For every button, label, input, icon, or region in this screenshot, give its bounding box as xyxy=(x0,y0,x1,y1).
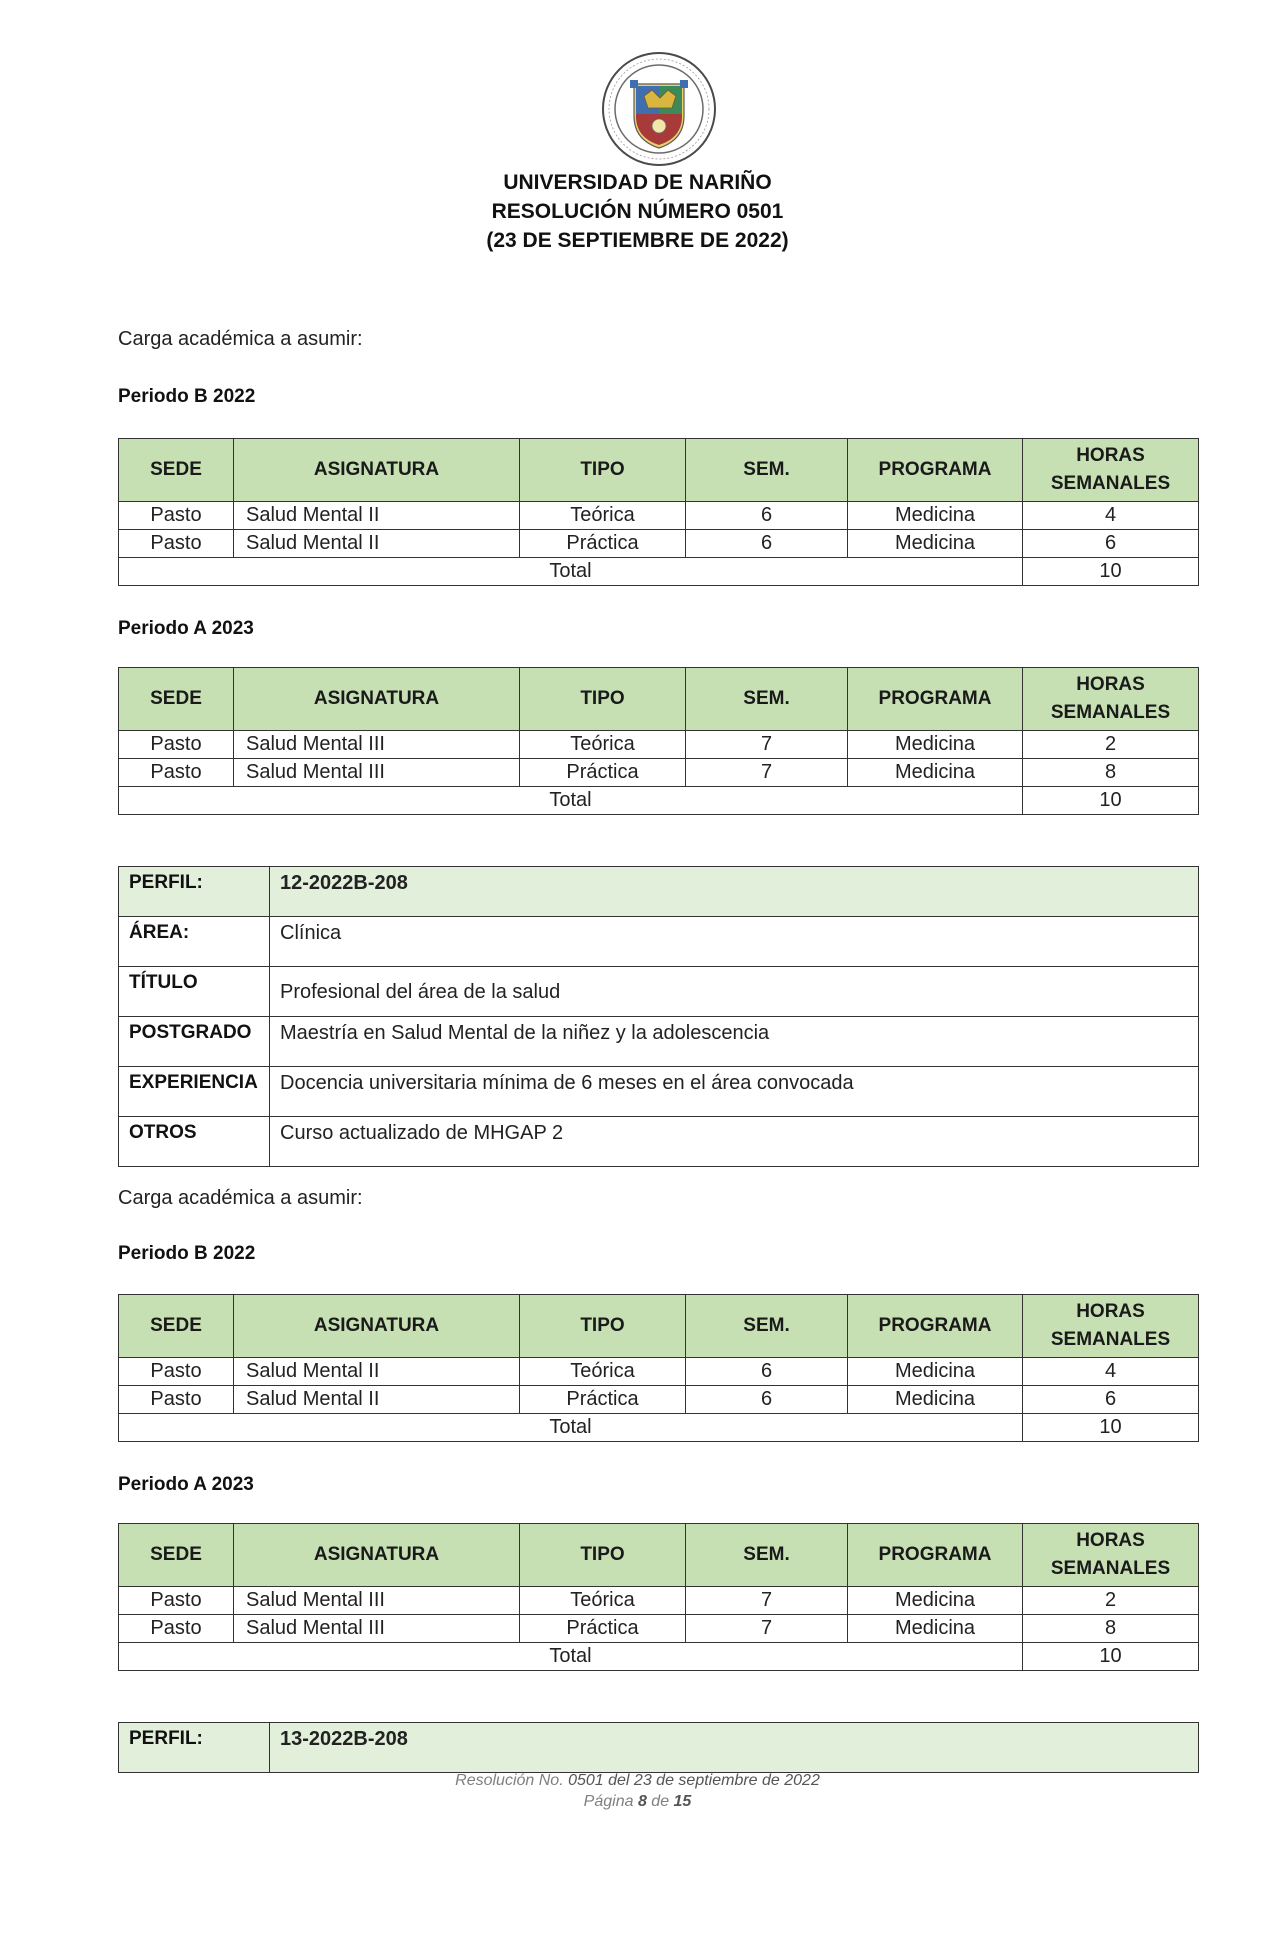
cell-horas: 8 xyxy=(1023,759,1199,787)
cell-horas: 6 xyxy=(1023,530,1199,558)
col-programa: PROGRAMA xyxy=(848,1524,1023,1587)
cell-programa: Medicina xyxy=(848,731,1023,759)
university-name: UNIVERSIDAD DE NARIÑO xyxy=(503,171,772,194)
total-value: 10 xyxy=(1023,1414,1199,1442)
page-footer xyxy=(0,1770,1275,1812)
carga-table-2 xyxy=(118,667,1199,815)
titulo-row xyxy=(119,967,1199,1017)
total-value: 10 xyxy=(1023,787,1199,815)
titulo-value: Profesional del área de la salud xyxy=(270,967,1199,1017)
table-header-row xyxy=(119,439,1199,502)
total-value: 10 xyxy=(1023,558,1199,586)
col-horas-semanales: HORAS SEMANALES xyxy=(1023,1295,1199,1358)
cell-tipo: Práctica xyxy=(520,1386,686,1414)
cell-horas: 8 xyxy=(1023,1615,1199,1643)
perfil-table-2 xyxy=(118,1722,1199,1773)
cell-sede: Pasto xyxy=(119,1358,234,1386)
experiencia-row xyxy=(119,1067,1199,1117)
cell-sede: Pasto xyxy=(119,759,234,787)
table-row xyxy=(119,1615,1199,1643)
area-row xyxy=(119,917,1199,967)
perfil-table-1 xyxy=(118,866,1199,1167)
cell-sede: Pasto xyxy=(119,1615,234,1643)
cell-sede: Pasto xyxy=(119,502,234,530)
document-header xyxy=(0,168,1275,255)
experiencia-value: Docencia universitaria mínima de 6 meses en el área convocada xyxy=(270,1067,1199,1117)
table-header-row xyxy=(119,668,1199,731)
cell-asignatura: Salud Mental II xyxy=(234,1386,520,1414)
perfil-label: PERFIL: xyxy=(119,867,270,917)
cell-programa: Medicina xyxy=(848,1615,1023,1643)
cell-sem: 6 xyxy=(686,1358,848,1386)
cell-asignatura: Salud Mental III xyxy=(234,731,520,759)
col-sem: SEM. xyxy=(686,1524,848,1587)
cell-sem: 6 xyxy=(686,530,848,558)
col-sem: SEM. xyxy=(686,668,848,731)
period-label-2: Periodo A 2023 xyxy=(118,618,254,639)
perfil-label: PERFIL: xyxy=(119,1723,270,1773)
cell-sede: Pasto xyxy=(119,731,234,759)
cell-tipo: Práctica xyxy=(520,530,686,558)
postgrado-label: POSTGRADO xyxy=(119,1017,270,1067)
cell-horas: 2 xyxy=(1023,731,1199,759)
cell-tipo: Teórica xyxy=(520,502,686,530)
total-label: Total xyxy=(119,1643,1023,1671)
col-tipo: TIPO xyxy=(520,1295,686,1358)
table-row xyxy=(119,1587,1199,1615)
experiencia-label: EXPERIENCIA xyxy=(119,1067,270,1117)
total-label: Total xyxy=(119,787,1023,815)
cell-programa: Medicina xyxy=(848,1358,1023,1386)
area-value: Clínica xyxy=(270,917,1199,967)
period-label-1: Periodo B 2022 xyxy=(118,386,256,407)
area-label: ÁREA: xyxy=(119,917,270,967)
col-tipo: TIPO xyxy=(520,439,686,502)
col-sede: SEDE xyxy=(119,439,234,502)
table-row xyxy=(119,759,1199,787)
total-row xyxy=(119,558,1199,586)
perfil-code: 12-2022B-208 xyxy=(270,867,1199,917)
footer-page-number: Página 8 de 15 xyxy=(583,1793,692,1810)
otros-row xyxy=(119,1117,1199,1167)
carga-intro-1: Carga académica a asumir: xyxy=(118,328,363,350)
table-row xyxy=(119,731,1199,759)
cell-sede: Pasto xyxy=(119,1386,234,1414)
postgrado-value: Maestría en Salud Mental de la niñez y la adolescencia xyxy=(270,1017,1199,1067)
otros-label: OTROS xyxy=(119,1117,270,1167)
total-label: Total xyxy=(119,558,1023,586)
col-asignatura: ASIGNATURA xyxy=(234,1295,520,1358)
perfil-row xyxy=(119,867,1199,917)
cell-asignatura: Salud Mental II xyxy=(234,502,520,530)
cell-tipo: Teórica xyxy=(520,1358,686,1386)
resolution-number: RESOLUCIÓN NÚMERO 0501 xyxy=(491,200,784,223)
resolution-date: (23 DE SEPTIEMBRE DE 2022) xyxy=(486,229,789,252)
cell-asignatura: Salud Mental II xyxy=(234,1358,520,1386)
titulo-label: TÍTULO xyxy=(119,967,270,1017)
total-label: Total xyxy=(119,1414,1023,1442)
col-horas-semanales: HORAS SEMANALES xyxy=(1023,439,1199,502)
cell-asignatura: Salud Mental III xyxy=(234,1615,520,1643)
col-tipo: TIPO xyxy=(520,1524,686,1587)
cell-sem: 7 xyxy=(686,731,848,759)
table-row xyxy=(119,502,1199,530)
col-sede: SEDE xyxy=(119,1524,234,1587)
cell-sede: Pasto xyxy=(119,530,234,558)
cell-sem: 6 xyxy=(686,502,848,530)
otros-value: Curso actualizado de MHGAP 2 xyxy=(270,1117,1199,1167)
university-seal-logo xyxy=(600,50,718,168)
cell-sem: 6 xyxy=(686,1386,848,1414)
carga-table-1 xyxy=(118,438,1199,586)
col-asignatura: ASIGNATURA xyxy=(234,439,520,502)
col-programa: PROGRAMA xyxy=(848,1295,1023,1358)
postgrado-row xyxy=(119,1017,1199,1067)
col-sede: SEDE xyxy=(119,668,234,731)
col-asignatura: ASIGNATURA xyxy=(234,1524,520,1587)
col-tipo: TIPO xyxy=(520,668,686,731)
carga-intro-2: Carga académica a asumir: xyxy=(118,1187,363,1209)
total-row xyxy=(119,1414,1199,1442)
total-row xyxy=(119,1643,1199,1671)
col-programa: PROGRAMA xyxy=(848,439,1023,502)
col-sede: SEDE xyxy=(119,1295,234,1358)
period-label-3: Periodo B 2022 xyxy=(118,1243,256,1264)
total-row xyxy=(119,787,1199,815)
cell-tipo: Teórica xyxy=(520,731,686,759)
perfil-row xyxy=(119,1723,1199,1773)
period-label-4: Periodo A 2023 xyxy=(118,1474,254,1495)
cell-tipo: Práctica xyxy=(520,1615,686,1643)
carga-table-3 xyxy=(118,1294,1199,1442)
cell-programa: Medicina xyxy=(848,530,1023,558)
col-programa: PROGRAMA xyxy=(848,668,1023,731)
cell-programa: Medicina xyxy=(848,759,1023,787)
cell-programa: Medicina xyxy=(848,1386,1023,1414)
col-horas-semanales: HORAS SEMANALES xyxy=(1023,668,1199,731)
col-horas-semanales: HORAS SEMANALES xyxy=(1023,1524,1199,1587)
table-header-row xyxy=(119,1295,1199,1358)
cell-horas: 6 xyxy=(1023,1386,1199,1414)
table-row xyxy=(119,530,1199,558)
cell-sem: 7 xyxy=(686,1587,848,1615)
cell-sede: Pasto xyxy=(119,1587,234,1615)
cell-asignatura: Salud Mental III xyxy=(234,759,520,787)
table-row xyxy=(119,1386,1199,1414)
perfil-code: 13-2022B-208 xyxy=(270,1723,1199,1773)
cell-horas: 4 xyxy=(1023,1358,1199,1386)
col-sem: SEM. xyxy=(686,439,848,502)
total-value: 10 xyxy=(1023,1643,1199,1671)
col-sem: SEM. xyxy=(686,1295,848,1358)
cell-programa: Medicina xyxy=(848,502,1023,530)
col-asignatura: ASIGNATURA xyxy=(234,668,520,731)
cell-tipo: Práctica xyxy=(520,759,686,787)
cell-asignatura: Salud Mental II xyxy=(234,530,520,558)
cell-horas: 4 xyxy=(1023,502,1199,530)
table-row xyxy=(119,1358,1199,1386)
cell-sem: 7 xyxy=(686,759,848,787)
cell-sem: 7 xyxy=(686,1615,848,1643)
cell-horas: 2 xyxy=(1023,1587,1199,1615)
table-header-row xyxy=(119,1524,1199,1587)
cell-asignatura: Salud Mental III xyxy=(234,1587,520,1615)
cell-tipo: Teórica xyxy=(520,1587,686,1615)
carga-table-4 xyxy=(118,1523,1199,1671)
footer-resolution: Resolución No. 0501 del 23 de septiembre de 2022 xyxy=(455,1772,820,1789)
cell-programa: Medicina xyxy=(848,1587,1023,1615)
